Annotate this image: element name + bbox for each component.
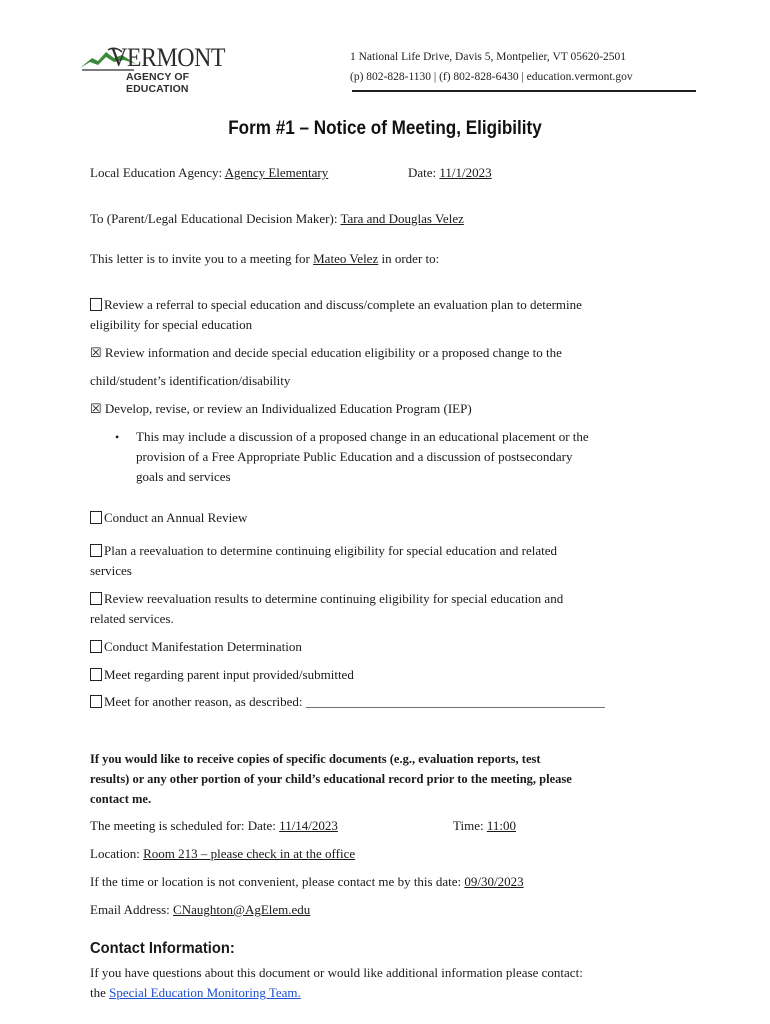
option-referral-cont: eligibility for special education bbox=[90, 317, 253, 332]
invite-post: in order to: bbox=[378, 251, 440, 266]
option-label: Meet for another reason, as described: ______________________________________________ bbox=[104, 694, 605, 709]
contact-heading: Contact Information: bbox=[90, 940, 235, 957]
bullet-line-1: This may include a discussion of a proposed change in an educational placement or the bbox=[136, 429, 589, 444]
to-line bbox=[90, 209, 464, 229]
option-review-reevaluation-cont: related services. bbox=[90, 611, 174, 626]
lea-label: Local Education Agency: bbox=[90, 165, 225, 180]
meeting-time-line bbox=[453, 816, 516, 836]
logo-subtitle: AGENCY OF EDUCATION bbox=[126, 71, 190, 95]
option-eligibility-cont: child/student’s identification/disability bbox=[90, 373, 291, 388]
option-review-reevaluation[interactable] bbox=[90, 589, 563, 609]
contact-by-label: If the time or location is not convenient, please contact me by this date: bbox=[90, 874, 465, 889]
contact-line-2-pre: the bbox=[90, 985, 110, 1000]
bullet-line-3: goals and services bbox=[136, 469, 231, 484]
records-notice-line-1: If you would like to receive copies of specific documents (e.g., evaluation reports, test bbox=[90, 752, 541, 766]
option-manifestation[interactable] bbox=[90, 637, 302, 657]
contact-by-line bbox=[90, 872, 524, 892]
records-notice-line-3: contact me. bbox=[90, 792, 152, 806]
option-label: Develop, revise, or review an Individualized Education Program (IEP) bbox=[104, 401, 472, 416]
monitoring-team-link[interactable]: Special Education Monitoring Team. bbox=[109, 985, 301, 1000]
header-divider bbox=[352, 90, 696, 92]
email-line bbox=[90, 900, 310, 920]
vermont-aoe-logo bbox=[78, 43, 243, 95]
address-line-1: 1 National Life Drive, Davis 5, Montpelier, VT 05620-2501 bbox=[350, 51, 627, 63]
option-label: Plan a reevaluation to determine continuing eligibility for special education and related bbox=[104, 543, 558, 558]
bullet-line-2: provision of a Free Appropriate Public Education and a discussion of postsecondary bbox=[136, 449, 573, 464]
address-line-2: (p) 802-828-1130 | (f) 802-828-6430 | education.vermont.gov bbox=[350, 71, 633, 83]
option-plan-reevaluation-cont: services bbox=[90, 563, 132, 578]
to-value: Tara and Douglas Velez bbox=[340, 211, 464, 226]
agency-address bbox=[350, 47, 633, 87]
contact-by-value: 09/30/2023 bbox=[464, 874, 524, 889]
invite-pre: This letter is to invite you to a meeting for bbox=[90, 251, 314, 266]
option-parent-input[interactable] bbox=[90, 665, 354, 685]
lea-value: Agency Elementary bbox=[224, 165, 329, 180]
option-label: Conduct an Annual Review bbox=[104, 510, 248, 525]
option-label: Review information and decide special education eligibility or a proposed change to the bbox=[104, 345, 562, 360]
location-line bbox=[90, 844, 355, 864]
meeting-date-line bbox=[90, 816, 338, 836]
meeting-date-value: 11/14/2023 bbox=[279, 818, 338, 833]
form-title: Form #1 – Notice of Meeting, Eligibility bbox=[228, 118, 542, 139]
meeting-date-label: The meeting is scheduled for: Date: bbox=[90, 818, 280, 833]
bullet-icon: • bbox=[115, 430, 120, 444]
option-annual-review[interactable] bbox=[90, 508, 247, 528]
lea-line bbox=[90, 163, 328, 183]
checkbox-unchecked[interactable] bbox=[90, 695, 102, 708]
date-line bbox=[408, 163, 492, 183]
email-value[interactable]: CNaughton@AgElem.edu bbox=[173, 902, 311, 917]
checkbox-checked[interactable]: ☒ bbox=[90, 401, 102, 416]
meeting-time-label: Time: bbox=[453, 818, 487, 833]
date-value: 11/1/2023 bbox=[439, 165, 492, 180]
option-eligibility[interactable] bbox=[90, 343, 562, 363]
option-referral[interactable] bbox=[90, 295, 582, 315]
checkbox-unchecked[interactable] bbox=[90, 592, 102, 605]
meeting-time-value: 11:00 bbox=[486, 818, 516, 833]
contact-line-1: If you have questions about this document or would like additional information please contact: bbox=[90, 965, 583, 980]
email-label: Email Address: bbox=[90, 902, 174, 917]
checkbox-unchecked[interactable] bbox=[90, 640, 102, 653]
location-value: Room 213 – please check in at the office bbox=[143, 846, 356, 861]
checkbox-unchecked[interactable] bbox=[90, 298, 102, 311]
option-plan-reevaluation[interactable] bbox=[90, 541, 557, 561]
to-label: To (Parent/Legal Educational Decision Maker): bbox=[90, 211, 341, 226]
contact-line-2 bbox=[90, 983, 301, 1003]
student-name: Mateo Velez bbox=[313, 251, 379, 266]
checkbox-checked[interactable]: ☒ bbox=[90, 345, 102, 360]
location-label: Location: bbox=[90, 846, 144, 861]
option-label: Review reevaluation results to determine continuing eligibility for special education and bbox=[104, 591, 564, 606]
option-iep[interactable] bbox=[90, 399, 472, 419]
records-notice-line-2: results) or any other portion of your child’s educational record prior to the meeting, please bbox=[90, 772, 572, 786]
checkbox-unchecked[interactable] bbox=[90, 668, 102, 681]
option-other-reason[interactable] bbox=[90, 692, 605, 712]
checkbox-unchecked[interactable] bbox=[90, 544, 102, 557]
option-label: Conduct Manifestation Determination bbox=[104, 639, 302, 654]
logo-name: VERMONT bbox=[110, 43, 226, 72]
option-label: Review a referral to special education and discuss/complete an evaluation plan to determine bbox=[104, 297, 582, 312]
checkbox-unchecked[interactable] bbox=[90, 511, 102, 524]
option-label: Meet regarding parent input provided/submitted bbox=[104, 667, 354, 682]
invite-line bbox=[90, 249, 439, 269]
date-label: Date: bbox=[408, 165, 440, 180]
